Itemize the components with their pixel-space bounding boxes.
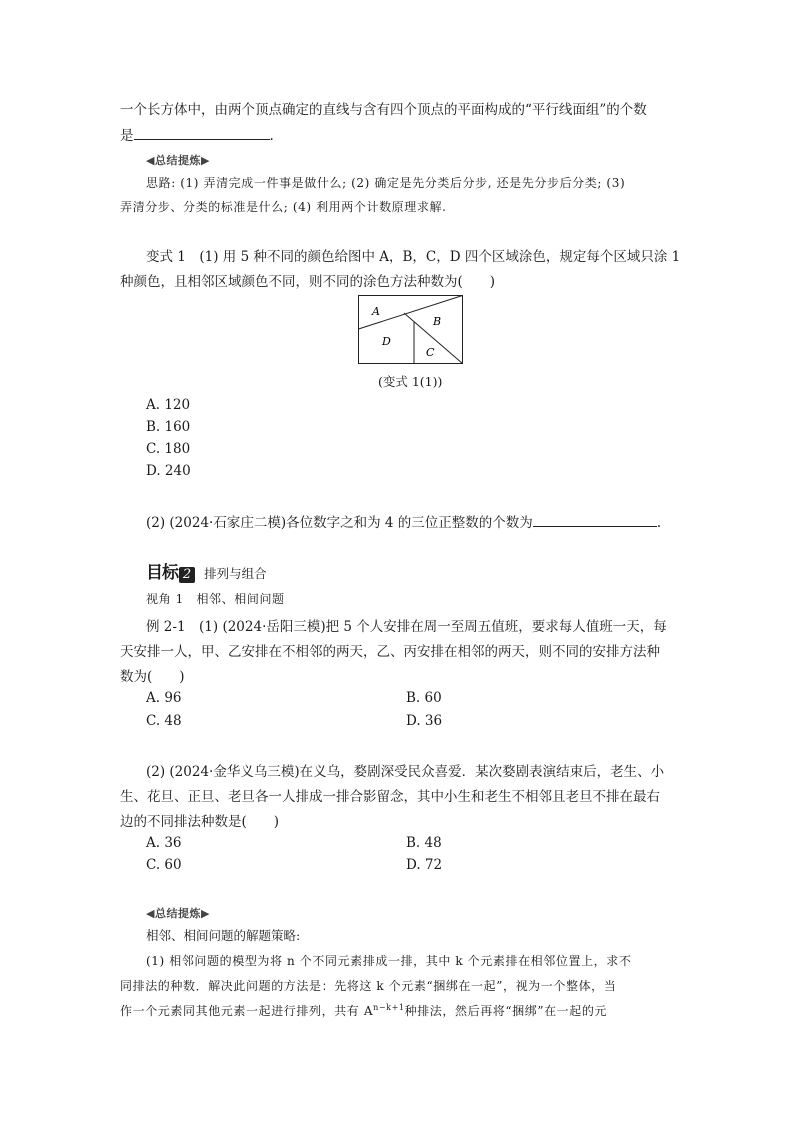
label-d: D	[382, 335, 391, 348]
label-a: A	[372, 305, 380, 318]
intro-line-2	[120, 124, 274, 144]
label-c: C	[426, 346, 435, 359]
variant1-q2-blank[interactable]	[533, 512, 657, 527]
example21-q2-option-b[interactable]: B. 48	[406, 835, 442, 851]
example21-option-c[interactable]: C. 48	[146, 713, 182, 729]
summary-line-2: 弄清分步、分类的标准是什么; (4) 利用两个计数原理求解.	[120, 200, 447, 214]
intro-line-1: 一个长方体中，由两个顶点确定的直线与含有四个顶点的平面构成的“平行线面组”的个数	[120, 102, 647, 118]
example21-q2-line-2: 生、花旦、正旦、老旦各一人排成一排合影留念，其中小生和老生不相邻且老旦不排在最右	[120, 789, 660, 805]
variant1-q2-text: (2) (2024·石家庄二模)各位数字之和为 4 的三位正整数的个数为	[146, 515, 533, 531]
variant1-q1-line-2: 种颜色，且相邻区域颜色不同，则不同的涂色方法种数为( )	[120, 274, 496, 290]
summary2-line-3b: 种排法，然后再将“捆绑”在一起的元	[404, 1004, 608, 1018]
example21-q2-option-d[interactable]: D. 72	[406, 857, 443, 873]
target2-heading	[146, 558, 267, 583]
variant1-q2	[146, 511, 661, 531]
example21-line-2: 天安排一人，甲、乙安排在不相邻的两天，乙、丙安排在相邻的两天，则不同的安排方法种	[120, 644, 660, 660]
intro-line-2-prefix: 是	[120, 128, 134, 144]
intro-line-2-suffix: .	[269, 128, 274, 144]
variant1-option-b[interactable]: B. 160	[146, 419, 191, 435]
variant1-q1-line-1: 变式 1 (1) 用 5 种不同的颜色给图中 A，B，C，D 四个区域涂色，规定每个区域只涂 1	[146, 249, 681, 265]
summary2-line-1: (1) 相邻问题的模型为将 n 个不同元素排成一排，其中 k 个元素排在相邻位置上，求不	[146, 954, 632, 968]
figure-caption: (变式 1(1))	[378, 374, 443, 389]
example21-q2-option-c[interactable]: C. 60	[146, 857, 182, 873]
summary-line-1: 思路: (1) 弄清完成一件事是做什么; (2) 确定是先分类后分步, 还是先分步后分类; (3)	[146, 176, 626, 190]
example21-option-b[interactable]: B. 60	[406, 690, 442, 706]
summary2-line-3	[120, 1002, 607, 1019]
target-icon: 目标	[146, 563, 178, 583]
variant1-option-a[interactable]: A. 120	[146, 397, 191, 413]
variant1-q2-suffix: .	[656, 515, 662, 531]
example21-option-d[interactable]: D. 36	[406, 713, 443, 729]
variant1-option-c[interactable]: C. 180	[146, 441, 191, 457]
variant1-option-d[interactable]: D. 240	[146, 463, 191, 479]
summary2-heading: 相邻、相间问题的解题策略:	[146, 928, 301, 943]
view1-heading: 视角 1 相邻、相间问题	[146, 592, 285, 606]
target-number-badge: 2	[179, 567, 195, 583]
example21-q2-line-1: (2) (2024·金华义乌三模)在义乌，婺剧深受民众喜爱．某次婺剧表演结束后，老生、小	[146, 764, 665, 780]
summary2-superscript: n−k+1	[373, 1003, 405, 1012]
summary2-line-3a: 作一个元素同其他元素一起进行排列，共有 A	[120, 1004, 374, 1018]
example21-q2-line-3: 边的不同排法种数是( )	[120, 814, 280, 830]
example21-line-1: 例 2-1 (1) (2024·岳阳三模)把 5 个人安排在周一至周五值班，要求每人值班一天，每	[146, 619, 667, 635]
region-figure	[358, 295, 464, 365]
summary2-tag: ◀总结提炼▶	[146, 907, 210, 920]
summary2-line-2: 同排法的种数．解决此问题的方法是：先将这 k 个元素“捆绑在一起”，视为一个整体，当	[120, 979, 617, 993]
example21-q2-option-a[interactable]: A. 36	[146, 835, 182, 851]
target2-title: 排列与组合	[204, 566, 267, 581]
label-b: B	[433, 315, 442, 328]
summary-tag: ◀总结提炼▶	[146, 154, 210, 167]
answer-blank[interactable]	[134, 125, 270, 140]
example21-option-a[interactable]: A. 96	[146, 690, 182, 706]
example21-line-3: 数为( )	[120, 669, 185, 685]
